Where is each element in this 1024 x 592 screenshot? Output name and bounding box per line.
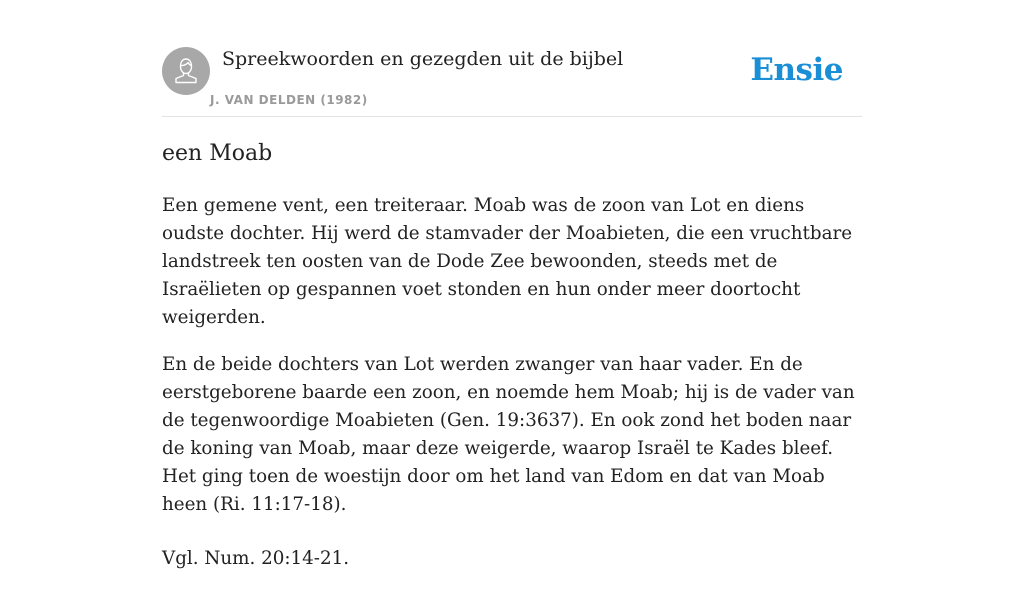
entry-paragraph: Een gemene vent, een treiteraar. Moab was de zoon van Lot en diens oudste dochter. Hij werd de stamvader der Moabieten, die een vruchtbare landstreek ten oosten van de Dode Zee bewoonden, steeds met de Israëlieten op gespannen voet stonden en hun onder meer doortocht weigerden. [162,195,853,328]
avatar [162,47,210,95]
entry-paragraph: En de beide dochters van Lot werden zwanger van haar vader. En de eerstgeborene baarde een zoon, en noemde hem Moab; hij is de vader van de tegenwoordige Moabieten (Gen. 19:3637). En ook zond het boden naar de koning van Moab, maar deze weigerde, waarop Israël te Kades bleef. Het ging toen de woestijn door om het land van Edom en dat van Moab heen (Ri. 11:17-18). [162,354,855,515]
entry-body [162,192,867,592]
book-title[interactable]: Spreekwoorden en gezegden uit de bijbel [222,48,624,70]
user-icon [162,47,210,95]
entry-reference: Vgl. Num. 20:14-21. [162,548,350,569]
author-label: J. VAN DELDEN (1982) [210,93,368,107]
ensie-logo[interactable]: Ensie [750,52,843,88]
entry-title: een Moab [162,141,273,166]
page-header [162,46,862,117]
